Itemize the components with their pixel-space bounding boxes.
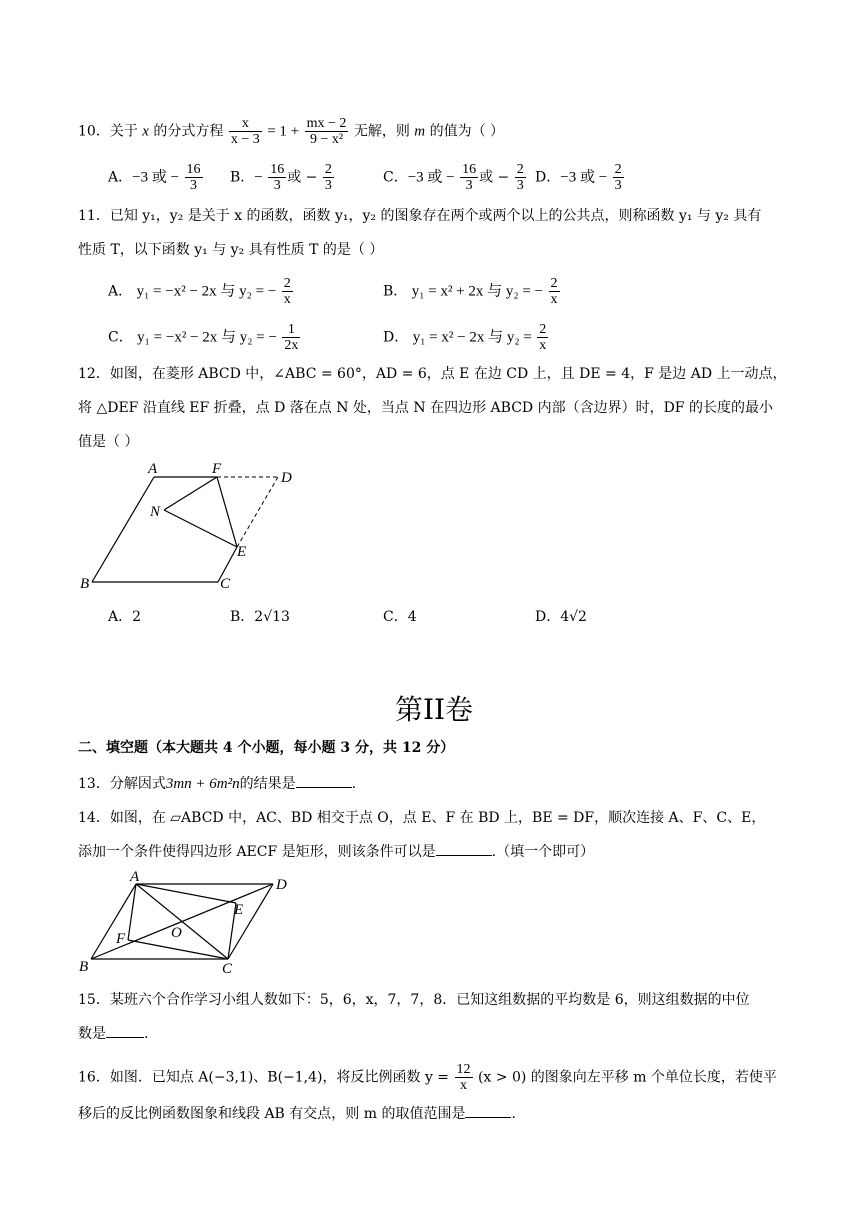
label-a: A <box>148 461 158 477</box>
q11-option-d[interactable]: D． y₁ = x² − 2x 与 y₂ = $\frac{2}{x}$ <box>383 322 547 353</box>
label-e: E <box>237 544 247 560</box>
edge-ed-dashed <box>237 477 278 547</box>
diagonal-bd <box>91 884 273 959</box>
question-12-line2: 将 △DEF 沿直线 EF 折叠，点 D 落在点 N 处，当点 N 在四边形 ABCD 内部（含边界）时，DF 的长度的最小 <box>78 400 773 416</box>
edge-cd <box>228 884 273 959</box>
q12-option-b[interactable]: B．2√13 <box>230 609 290 625</box>
q11-option-b[interactable]: B． y₁ = x² + 2x 与 y₂ = − $\frac{2}{x}$ <box>383 276 558 307</box>
q10-option-d[interactable]: D．−3 或 − $\frac{2}{3}$ <box>535 162 622 193</box>
label-b: B <box>79 959 89 975</box>
answer-blank[interactable] <box>106 1037 144 1038</box>
question-11-line1: 11．已知 y₁，y₂ 是关于 x 的函数，函数 y₁，y₂ 的图象存在两个或两个以上的公共点，则称函数 y₁ 与 y₂ 具有 <box>78 208 762 224</box>
section2-header: 二、填空题（本大题共 4 个小题，每小题 3 分，共 12 分） <box>78 740 455 756</box>
fraction: $\frac{x}{x - 3}$ <box>230 116 260 147</box>
question-14-line1: 14．如图，在 ▱ABCD 中，AC、BD 相交于点 O，点 E、F 在 BD 上，BE = DF，顺次连接 A、F、C、E， <box>78 810 766 826</box>
fraction: $\frac{mx - 2}{\text{9 − x²}}$ <box>306 116 347 147</box>
label-a: A <box>130 869 140 885</box>
question-12-line3: 值是（ ） <box>78 434 139 450</box>
label-e: E <box>234 902 244 918</box>
question-13: 13．分解因式3mn + 6m²n的结果是 . <box>78 776 357 792</box>
edge-ne <box>164 510 237 547</box>
label-f: F <box>212 461 222 477</box>
edge-ab <box>92 477 154 582</box>
q11-option-c[interactable]: C． y₁ = −x² − 2x 与 y₂ = − $\frac{1}{2x}$ <box>108 322 299 353</box>
edge-fc <box>128 940 228 959</box>
label-d: D <box>276 877 287 893</box>
q12-option-c[interactable]: C．4 <box>383 609 417 625</box>
q10-option-b[interactable]: B．− $\frac{16}{3}$ 或 − $\frac{2}{3}$ <box>230 162 332 193</box>
parallelogram-figure <box>70 868 300 978</box>
edge-fn <box>164 477 217 510</box>
label-b: B <box>80 576 90 592</box>
question-14-line2: 添加一个条件使得四边形 AECF 是矩形，则该条件可以是 .（填一个即可） <box>78 844 595 860</box>
answer-blank[interactable] <box>296 787 352 788</box>
edge-ab <box>91 884 136 959</box>
q12-option-d[interactable]: D．4√2 <box>535 609 587 625</box>
label-c: C <box>222 961 233 977</box>
q10-option-c[interactable]: C．−3 或 − $\frac{16}{3}$ 或 − $\frac{2}{3}$ <box>383 162 524 193</box>
q12-option-a[interactable]: A．2 <box>108 609 142 625</box>
label-d: D <box>281 470 292 486</box>
question-16-line2: 移后的反比例函数图象和线段 AB 有交点，则 m 的取值范围是 . <box>78 1106 516 1122</box>
rhombus-figure <box>70 455 310 595</box>
label-o: O <box>171 925 182 941</box>
answer-blank[interactable] <box>436 855 492 856</box>
label-c: C <box>220 576 231 592</box>
edge-fe <box>217 477 237 547</box>
edge-af <box>128 884 136 940</box>
question-15-line2: 数是 . <box>78 1026 149 1042</box>
label-n: N <box>150 504 161 520</box>
section-title: 第II卷 <box>394 693 474 726</box>
question-15-line1: 15．某班六个合作学习小组人数如下：5，6，x，7，7，8．已知这组数据的平均数是 6，则这组数据的中位 <box>78 992 750 1008</box>
edge-ae <box>136 884 236 903</box>
q11-option-a[interactable]: A． y₁ = −x² − 2x 与 y₂ = − $\frac{2}{x}$ <box>108 276 291 307</box>
question-16-line1: 16．如图．已知点 A(−3,1)、B(−1,4)，将反比例函数 y = $\frac{12}{x}$ (x > 0) 的图象向左平移 m 个单位长度，若使平 <box>78 1062 777 1093</box>
q10-option-a[interactable]: A．−3 或 − $\frac{16}{3}$ <box>108 162 201 193</box>
question-11-line2: 性质 T，以下函数 y₁ 与 y₂ 具有性质 T 的是（ ） <box>78 242 384 258</box>
label-f: F <box>116 931 126 947</box>
question-10-stem: 10．关于 x 的分式方程 $\frac{x}{x - 3}$ = 1 + $\frac{mx - 2}{\text{9 − x²}}$ 无解，则 m 的值为（ ） <box>78 116 505 147</box>
question-12-line1: 12．如图，在菱形 ABCD 中，∠ABC = 60°，AD = 6，点 E 在边 CD 上，且 DE = 4，F 是边 AD 上一动点， <box>78 366 787 382</box>
answer-blank[interactable] <box>465 1117 511 1118</box>
